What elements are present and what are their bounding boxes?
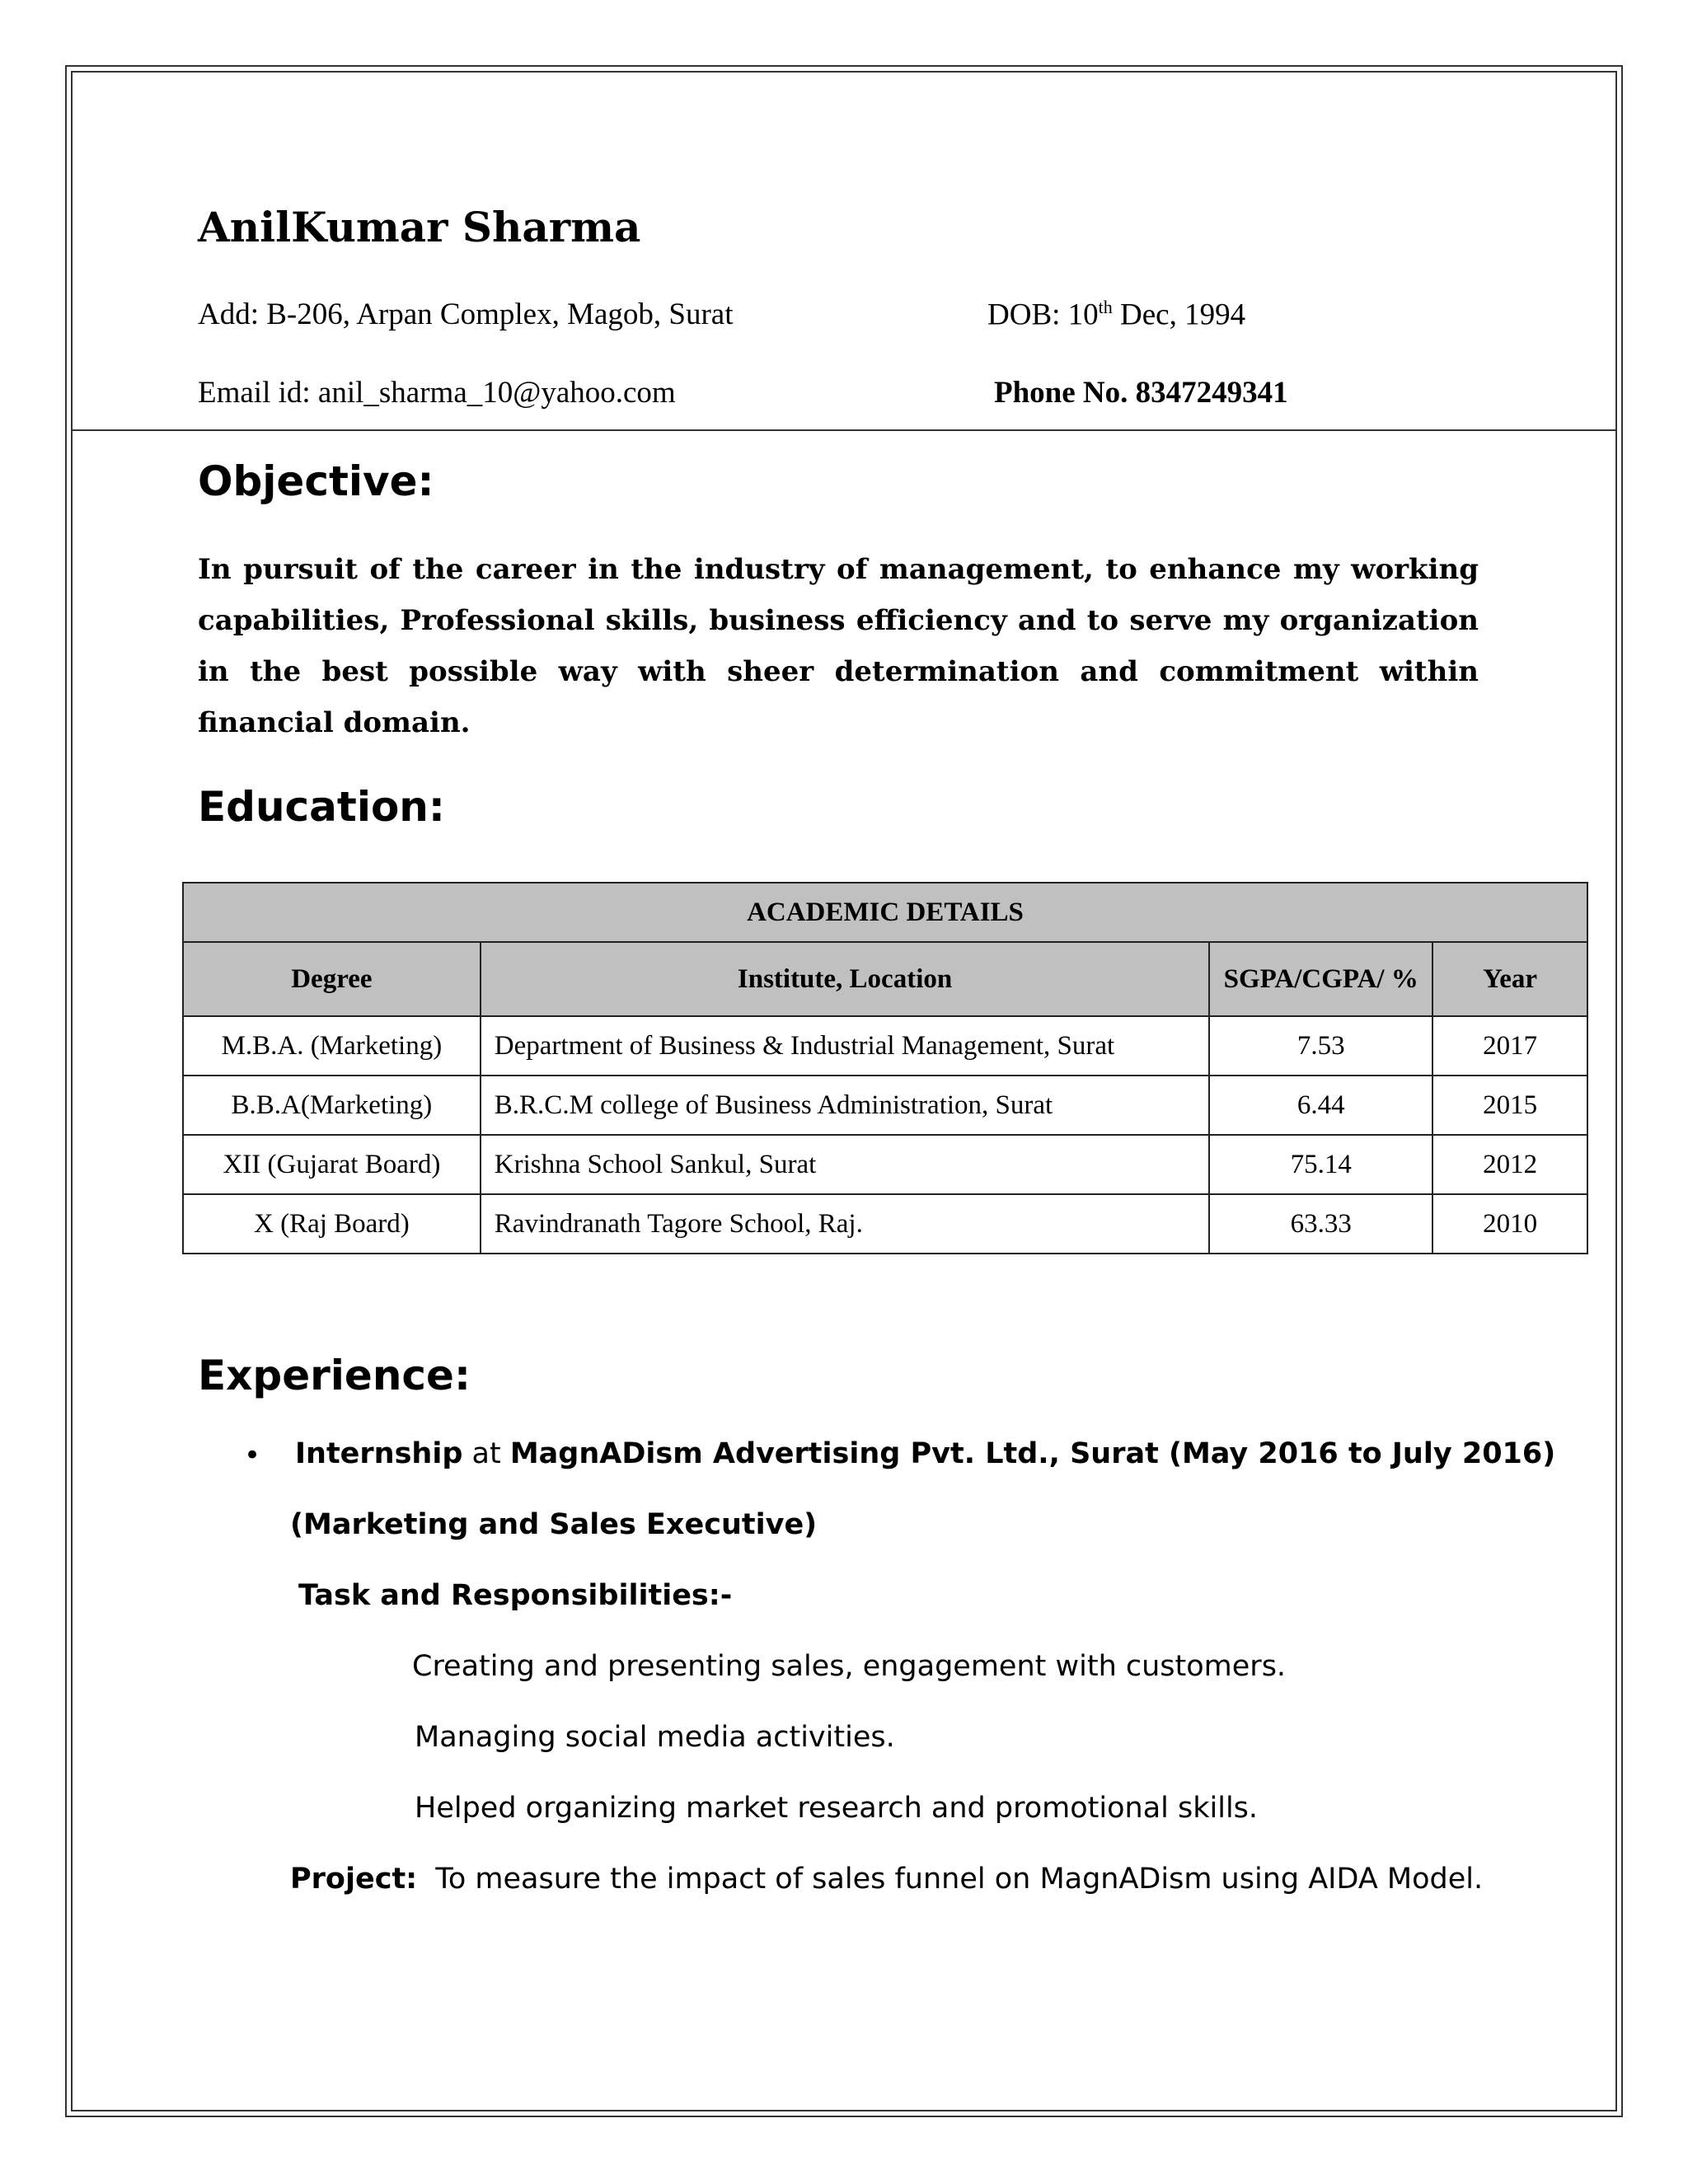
academic-details-table xyxy=(182,882,1588,1254)
email: Email id: anil_sharma_10@yahoo.com xyxy=(198,376,676,410)
year-cell: 2015 xyxy=(1432,1076,1587,1135)
column-header: Year xyxy=(1432,942,1587,1016)
column-header: Degree xyxy=(183,942,481,1016)
project-line xyxy=(290,1863,1483,1896)
column-header: SGPA/CGPA/ % xyxy=(1209,942,1432,1016)
institute-cell: Department of Business & Industrial Management, Surat xyxy=(481,1016,1210,1076)
tasks-heading: Task and Responsibilities:- xyxy=(298,1579,733,1612)
bullet-icon: • xyxy=(244,1439,261,1472)
objective-text: In pursuit of the career in the industry of management, to enhance my working capabilities, Professional skills, business efficiency and to serve my organization in the best possible way with sheer determination and commitment within financial domain. xyxy=(198,553,1479,739)
degree-cell: XII (Gujarat Board) xyxy=(183,1135,481,1194)
date-of-birth xyxy=(987,297,1245,332)
internship-company: MagnADism Advertising Pvt. Ltd., Surat (May 2016 to July 2016) xyxy=(509,1437,1556,1470)
degree-cell: X (Raj Board) xyxy=(183,1194,481,1254)
table-row xyxy=(183,1076,1587,1135)
table-row xyxy=(183,1194,1587,1254)
project-label: Project: xyxy=(290,1863,418,1896)
score-cell: 7.53 xyxy=(1209,1016,1432,1076)
table-title: ACADEMIC DETAILS xyxy=(183,883,1587,942)
score-cell: 6.44 xyxy=(1209,1076,1432,1135)
score-cell: 75.14 xyxy=(1209,1135,1432,1194)
dob-prefix: DOB: 10 xyxy=(987,298,1099,332)
table-row xyxy=(183,1135,1587,1194)
header-divider xyxy=(71,429,1617,431)
internship-line xyxy=(295,1437,1555,1470)
institute-cell: Ravindranath Tagore School, Raj. xyxy=(481,1194,1210,1254)
internship-label: Internship xyxy=(295,1437,463,1470)
internship-at: at xyxy=(462,1437,510,1470)
table-row xyxy=(183,1016,1587,1076)
candidate-name: AnilKumar Sharma xyxy=(198,203,641,251)
task-item: Creating and presenting sales, engagement with customers. xyxy=(412,1650,1287,1683)
dob-suffix: Dec, 1994 xyxy=(1112,298,1246,332)
phone: Phone No. 8347249341 xyxy=(994,376,1288,410)
score-cell: 63.33 xyxy=(1209,1194,1432,1254)
task-item: Helped organizing market research and promotional skills. xyxy=(415,1792,1259,1825)
objective-heading: Objective: xyxy=(198,457,434,505)
column-header: Institute, Location xyxy=(481,942,1210,1016)
year-cell: 2017 xyxy=(1432,1016,1587,1076)
year-cell: 2010 xyxy=(1432,1194,1587,1254)
address: Add: B-206, Arpan Complex, Magob, Surat xyxy=(198,298,734,331)
institute-cell: B.R.C.M college of Business Administration, Surat xyxy=(481,1076,1210,1135)
degree-cell: M.B.A. (Marketing) xyxy=(183,1016,481,1076)
task-item: Managing social media activities. xyxy=(415,1721,895,1754)
project-text: To measure the impact of sales funnel on MagnADism using AIDA Model. xyxy=(417,1863,1484,1896)
year-cell: 2012 xyxy=(1432,1135,1587,1194)
degree-cell: B.B.A(Marketing) xyxy=(183,1076,481,1135)
dob-ordinal: th xyxy=(1098,297,1113,317)
internship-role: (Marketing and Sales Executive) xyxy=(290,1508,818,1541)
institute-cell: Krishna School Sankul, Surat xyxy=(481,1135,1210,1194)
experience-heading: Experience: xyxy=(198,1352,471,1399)
education-heading: Education: xyxy=(198,783,445,831)
